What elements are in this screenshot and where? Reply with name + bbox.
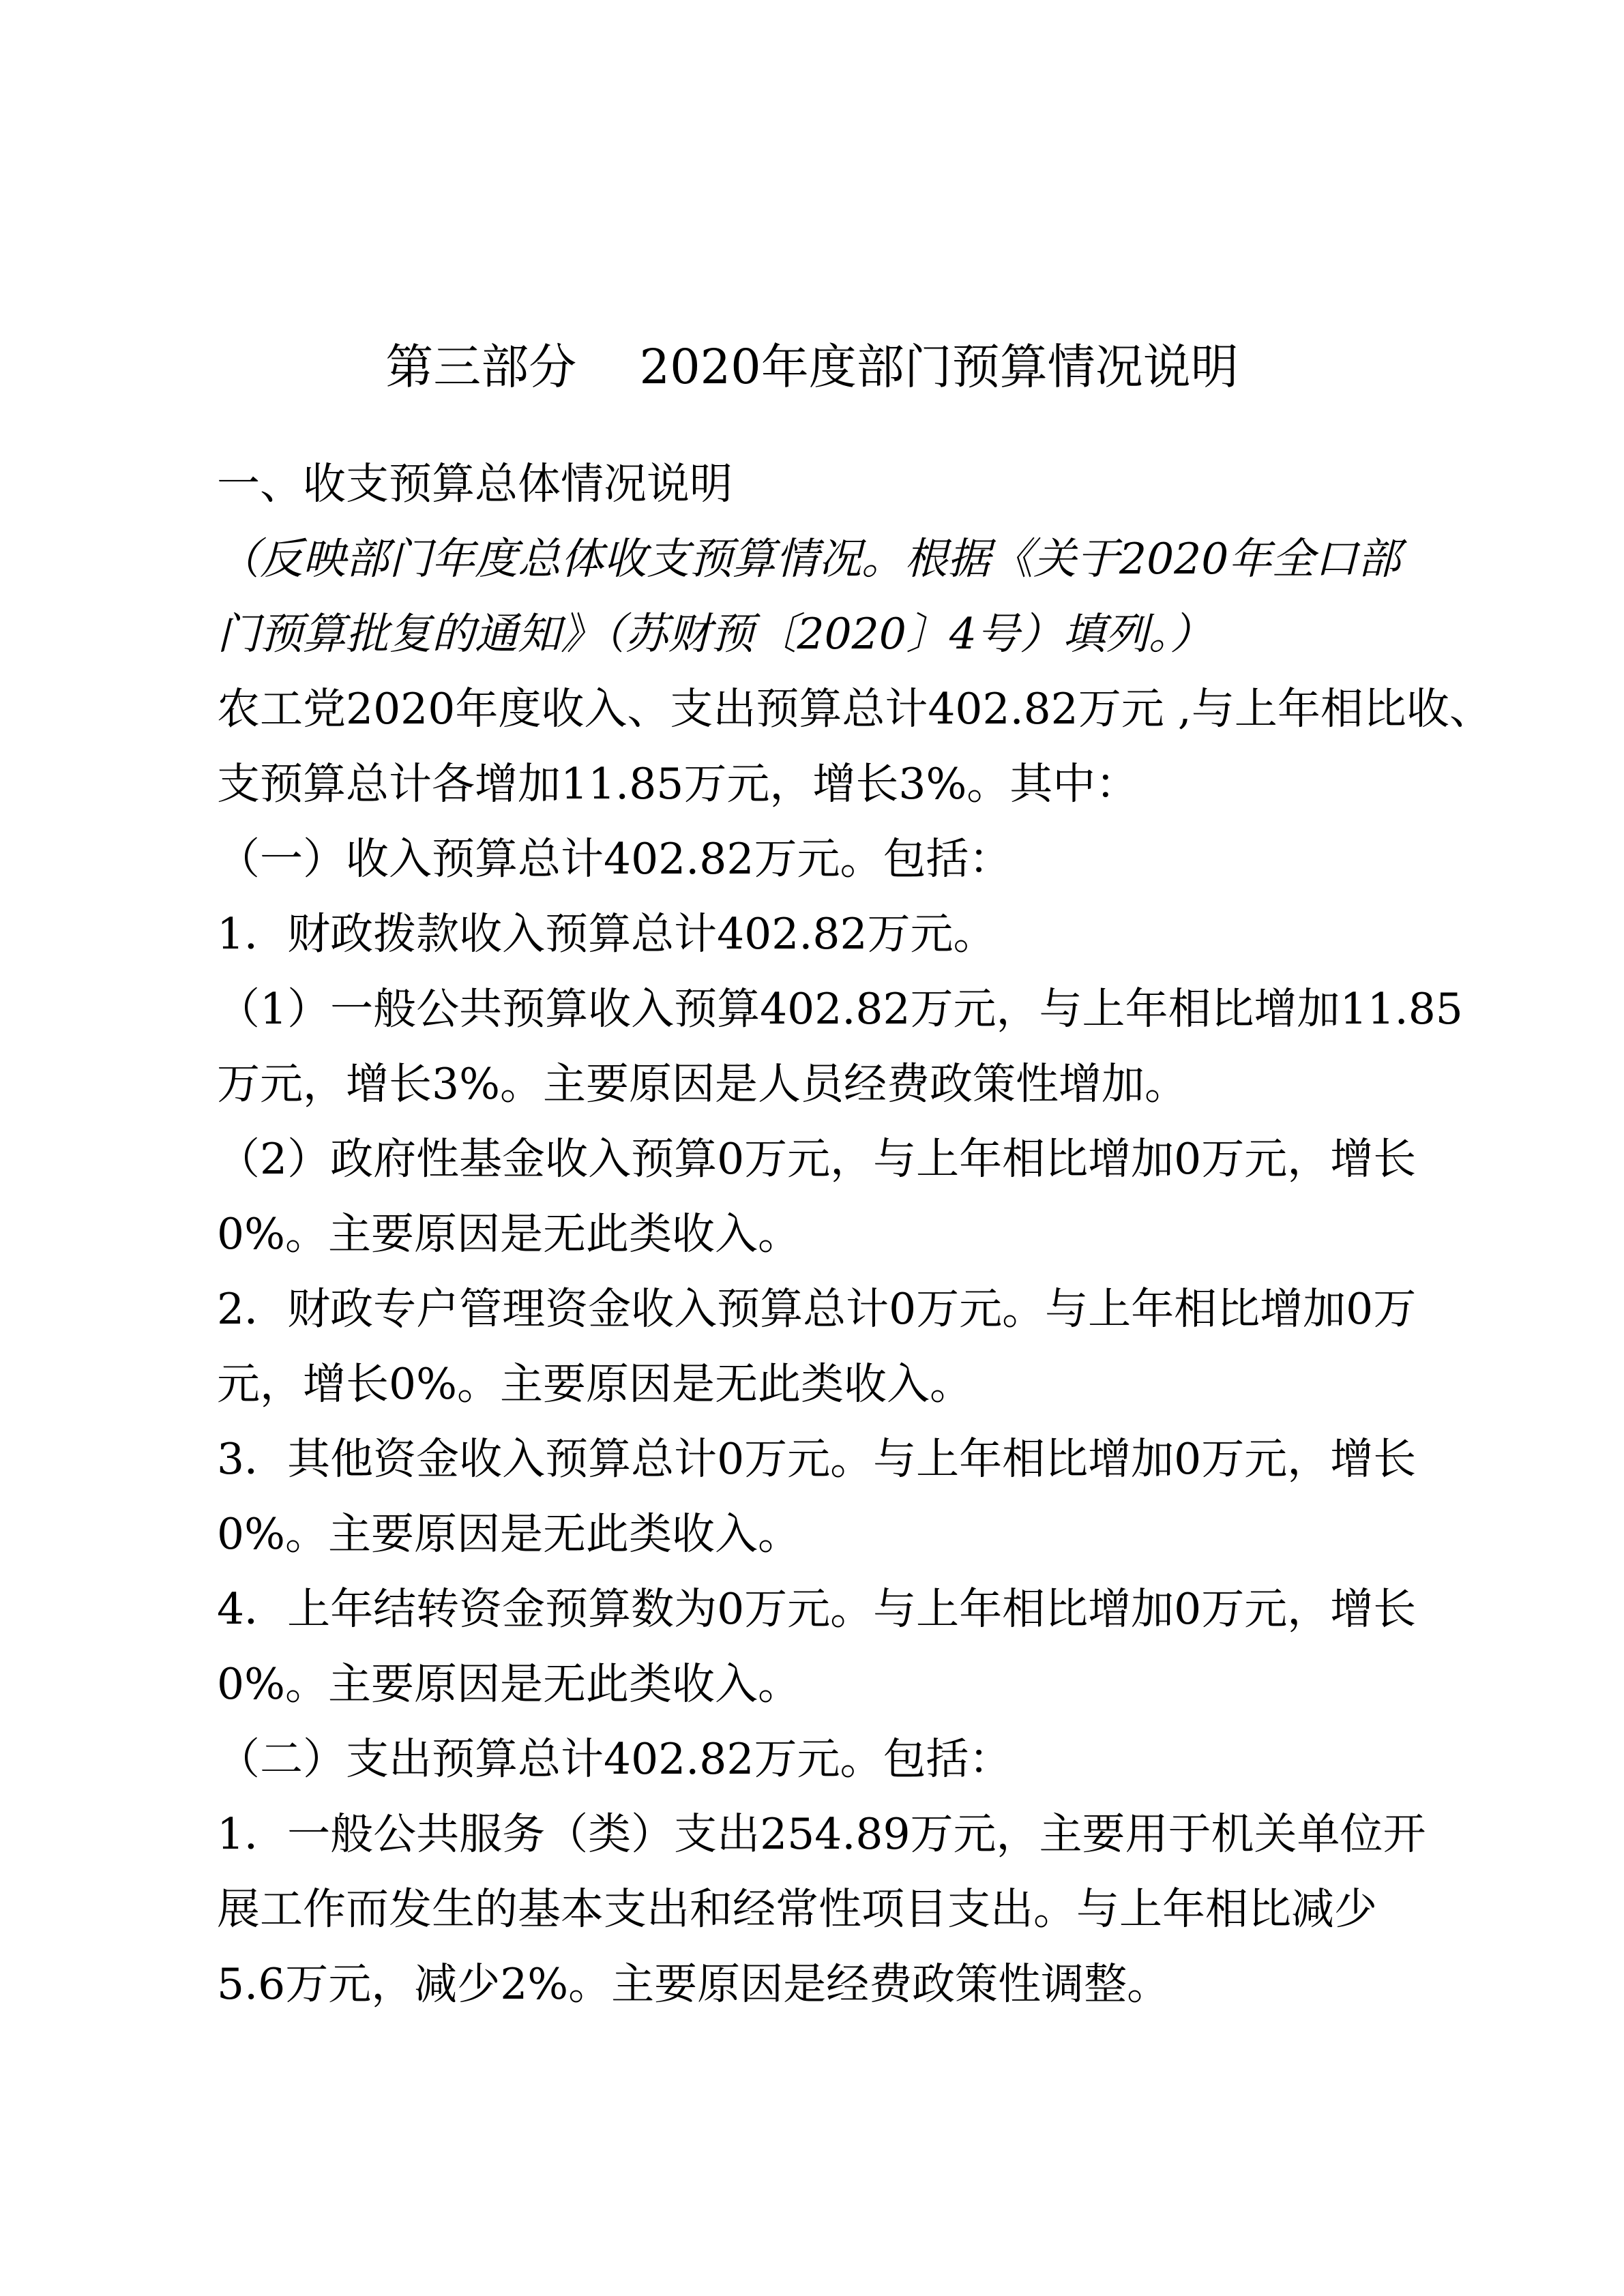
paragraph-line: 万元，增长3%。主要原因是人员经费政策性增加。 [217, 1059, 1187, 1109]
paragraph-line: （二）支出预算总计402.82万元。包括： [217, 1734, 1012, 1784]
note-line: 门预算批复的通知》（苏财预〔2020〕4号）填列。） [217, 609, 1213, 659]
paragraph-line: （2）政府性基金收入预算0万元，与上年相比增加0万元，增长 [217, 1134, 1417, 1184]
paragraph-line: 3．其他资金收入预算总计0万元。与上年相比增加0万元，增长 [217, 1434, 1417, 1484]
paragraph-line: 1．一般公共服务（类）支出254.89万元，主要用于机关单位开 [217, 1809, 1426, 1859]
paragraph-line: （1）一般公共预算收入预算402.82万元，与上年相比增加11.85 [217, 984, 1463, 1034]
paragraph-line: 0%。主要原因是无此类收入。 [217, 1509, 801, 1559]
paragraph-line: 0%。主要原因是无此类收入。 [217, 1209, 801, 1259]
document-title: 第三部分 2020年度部门预算情况说明 [385, 339, 1239, 395]
paragraph-line: 2．财政专户管理资金收入预算总计0万元。与上年相比增加0万 [217, 1284, 1417, 1334]
paragraph-line: 元，增长0%。主要原因是无此类收入。 [217, 1359, 973, 1409]
paragraph-line: 展工作而发生的基本支出和经常性项目支出。与上年相比减少 [217, 1884, 1377, 1934]
section-heading: 一、收支预算总体情况说明 [217, 459, 733, 509]
paragraph-line: 支预算总计各增加11.85万元，增长3%。其中： [217, 759, 1139, 809]
paragraph-line: 农工党2020年度收入、支出预算总计402.82万元 ,与上年相比收、 [217, 684, 1492, 734]
paragraph-line: 1．财政拨款收入预算总计402.82万元。 [217, 909, 996, 959]
note-line: （反映部门年度总体收支预算情况。根据《关于2020年全口部 [217, 534, 1401, 584]
paragraph-line: （一）收入预算总计402.82万元。包括： [217, 834, 1012, 884]
paragraph-line: 0%。主要原因是无此类收入。 [217, 1659, 801, 1709]
paragraph-line: 4．上年结转资金预算数为0万元。与上年相比增加0万元，增长 [217, 1584, 1417, 1634]
paragraph-line: 5.6万元，减少2%。主要原因是经费政策性调整。 [217, 1959, 1170, 2009]
